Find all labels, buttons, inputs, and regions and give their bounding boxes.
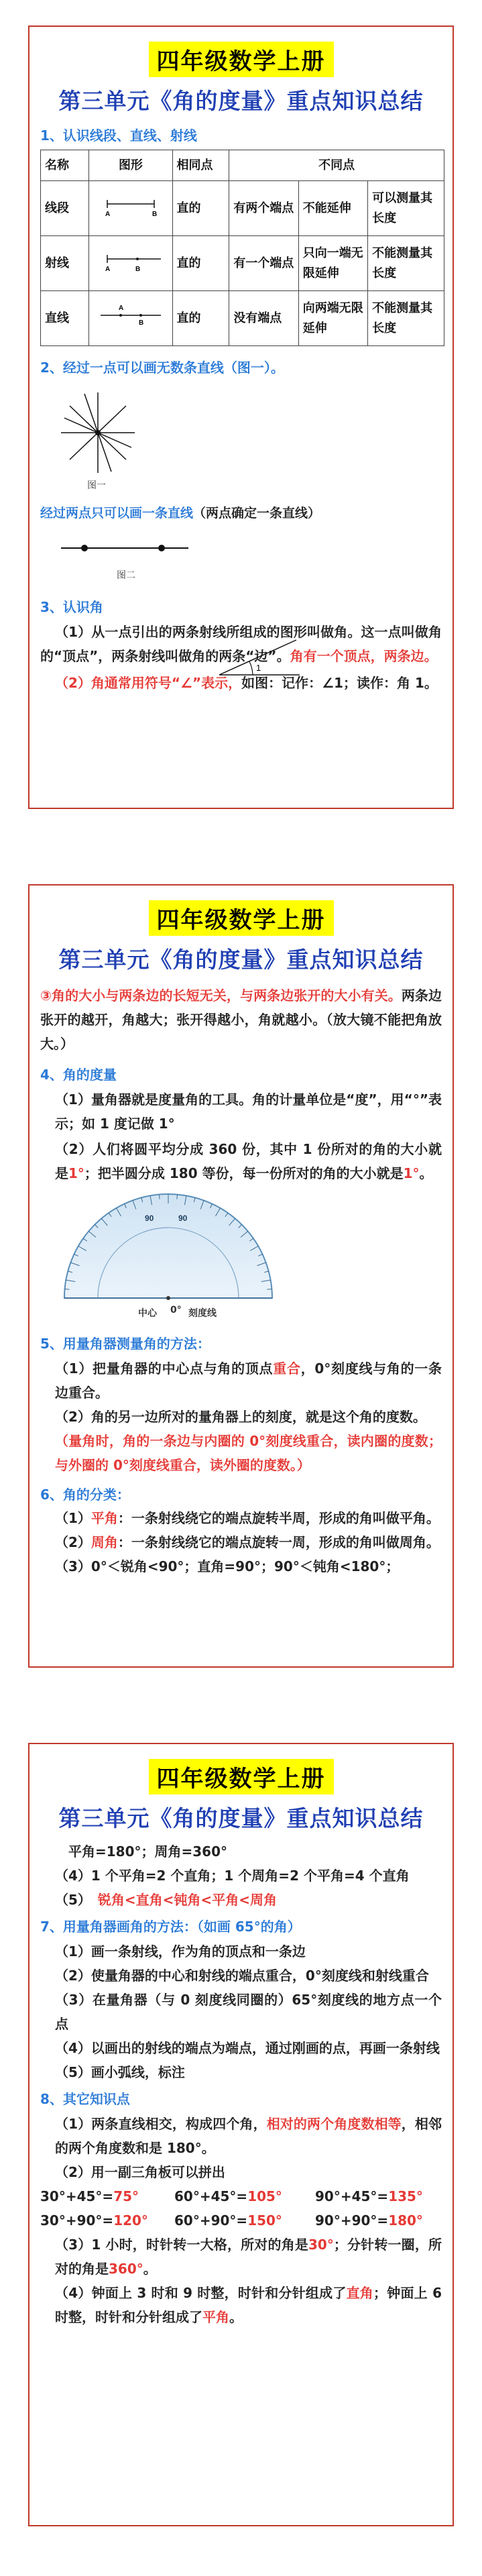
angle-order [29, 1888, 453, 1912]
point-a-label: A [105, 210, 111, 218]
line-drawing [97, 302, 164, 329]
page-2 [28, 884, 454, 1668]
sum-item [40, 2208, 174, 2233]
svg-text:90: 90 [145, 1214, 154, 1223]
table-header: 不同点 [229, 150, 444, 181]
clock2-text-a: （4）钟面上 3 时和 9 时整，时针和分针组成了 [55, 2285, 347, 2301]
full-angle-text: ：一条射线绕它的端点旋转一周，形成的角叫做周角。 [117, 1534, 440, 1550]
angle-label: 1 [256, 663, 261, 673]
page-title: 四年级数学上册 [149, 42, 334, 77]
angle-relations: （4）1 个平角=2 个直角；1 个周角=2 个平角=4 个直角 [55, 1868, 410, 1884]
draw-step-3: （3）在量角器（与 0 刻度线同圈的）65°刻度线的地方点一个点 [55, 1992, 442, 2032]
sums-row-1 [29, 2184, 453, 2208]
sum-item [315, 2208, 423, 2233]
point-a-label: A [105, 265, 111, 273]
table-cell: 直线 [41, 291, 89, 346]
line-through-two-points [58, 535, 192, 561]
section-1-title: 1、认识线段、直线、射线 [40, 127, 197, 144]
triangle-ruler-intro: （2）用一副三角板可以拼出 [55, 2164, 225, 2180]
draw-step-2: （2）使量角器的中心和射线的端点重合，0°刻度线和射线重合 [55, 1968, 429, 1984]
unit-title: 第三单元《角的度量》重点知识总结 [58, 1805, 424, 1831]
clock-angle-note [29, 2281, 453, 2329]
section-2-line2 [29, 501, 453, 525]
sum-item [174, 2184, 315, 2208]
page-1 [28, 25, 454, 809]
measure-step-1 [29, 1356, 453, 1405]
table-header: 图形 [89, 150, 172, 181]
degree-text-b: ；把半圆分成 180 等份，每一份所对的角的大小就是 [84, 1165, 404, 1181]
sum-result: 150° [247, 2212, 282, 2229]
sum-result: 135° [388, 2188, 423, 2204]
straight-angle-term: 平角 [91, 1510, 118, 1526]
section-4-title: 4、角的度量 [40, 1067, 117, 1083]
angle-order-chain: 锐角<直角<钝角<平角<周角 [97, 1892, 277, 1908]
intersect-note [29, 2112, 453, 2160]
full-angle-def [29, 1530, 453, 1554]
degree-value-1: 1° [68, 1165, 84, 1181]
figure-2 [51, 525, 212, 586]
measure-step-1-highlight: 重合 [273, 1360, 301, 1377]
table-cell: 只向一端无限延伸 [298, 236, 367, 291]
straight-angle-text: ：一条射线绕它的端点旋转半周，形成的角叫做平角。 [117, 1510, 440, 1526]
sum-expr: 30°+90°= [40, 2212, 114, 2229]
section-3-title: 3、认识角 [40, 599, 103, 615]
table-cell: 有一个端点 [229, 236, 298, 291]
sum-result: 75° [113, 2188, 139, 2204]
table-row [41, 181, 444, 236]
table-cell: 射线 [41, 236, 89, 291]
angle-definition-highlight: 角有一个顶点，两条边。 [290, 648, 438, 664]
segment-figure [89, 181, 172, 236]
sums-row-2 [29, 2208, 453, 2233]
protractor-scale-label: 刻度线 [188, 1308, 217, 1319]
sum-expr: 90°+90°= [315, 2212, 389, 2229]
angle-notation-block [29, 663, 453, 724]
table-header-row [41, 150, 444, 181]
many-lines-through-point [58, 386, 138, 480]
degree-definition [29, 1137, 453, 1185]
svg-text:90: 90 [178, 1214, 188, 1223]
table-cell: 向两端无限延伸 [298, 291, 367, 346]
point-b-label: B [138, 319, 144, 327]
table-cell: 直的 [172, 236, 229, 291]
section-8-title: 8、其它知识点 [40, 2091, 130, 2107]
table-row [41, 236, 444, 291]
protractor-figure [51, 1191, 286, 1318]
degree-text-c: 。 [419, 1165, 433, 1181]
angle-size-explain: 两条边张开的越开，角越大；张开得越小，角就越小。（放大镜不能把角放大。） [40, 987, 442, 1052]
sum-expr: 90°+45°= [315, 2188, 389, 2204]
table-cell: 不能测量其长度 [368, 291, 444, 346]
degree-value-2: 1° [403, 1165, 420, 1181]
clock2-text-b: ；钟面上 6 时整，时针和分针组成了 [55, 2285, 442, 2325]
draw-step-1: （1）画一条射线，作为角的顶点和一条边 [55, 1943, 306, 1960]
sum-result: 105° [247, 2188, 282, 2204]
angle-1-figure [216, 633, 303, 680]
unit-title: 第三单元《角的度量》重点知识总结 [58, 947, 424, 973]
unit-title: 第三单元《角的度量》重点知识总结 [58, 88, 424, 114]
segment-drawing [97, 192, 164, 219]
classify-num-2: （2） [55, 1534, 91, 1550]
section-7-title: 7、用量角器画角的方法：（如画 65°的角） [40, 1919, 301, 1935]
clock-text-b: ；分针转一圈，所对的角是 [55, 2237, 442, 2277]
sum-expr: 60°+90°= [174, 2212, 248, 2229]
sum-expr: 60°+45°= [174, 2188, 248, 2204]
section-6-title: 6、角的分类： [40, 1487, 130, 1503]
protractor-intro: （1）量角器就是度量角的工具。角的计量单位是“度”，用“°”表示；如 1 度记做 1° [55, 1091, 442, 1132]
protractor-center-label: 中心 [138, 1308, 157, 1319]
protractor-tick [177, 1195, 178, 1199]
lines-comparison-table [40, 150, 444, 346]
ray-figure [89, 236, 172, 291]
point-b-label: B [152, 210, 158, 218]
table-cell: 不能延伸 [298, 181, 367, 236]
two-points-note: （两点确定一条直线） [193, 506, 321, 521]
section-2-title: 2、经过一点可以画无数条直线（图一）。 [40, 360, 284, 376]
figure-2-label: 图二 [117, 570, 135, 581]
figure-1 [51, 379, 185, 493]
degree-text-a: （2）人们将圆平均分成 360 份，其中 1 份所对的角的大小就是 [55, 1141, 442, 1181]
clock-text-a: （3）1 小时，时针转一大格，所对的角是 [55, 2237, 308, 2253]
angle-ranges: （3）0°＜锐角<90°；直角=90°；90°＜钝角<180°； [55, 1558, 400, 1574]
angle-symbol-note: （2）角通常用符号“∠”表示， [55, 675, 242, 691]
point-b-label: B [135, 265, 141, 273]
clock-text-c: 。 [143, 2261, 157, 2277]
table-cell: 直的 [172, 291, 229, 346]
measure-step-1-b: ，0°刻度线与角的一条边重合。 [55, 1360, 442, 1401]
point-a-label: A [118, 304, 124, 312]
sum-item [174, 2208, 315, 2233]
measure-note: （量角时，角的一条边与内圈的 0°刻度线重合，读内圈的度数；与外圈的 0°刻度线重合，读外圈的度数。） [55, 1433, 442, 1473]
protractor-drawing [51, 1191, 286, 1318]
draw-step-5: （5）画小弧线，标注 [55, 2064, 185, 2080]
intersect-text-b: ，相邻的两个角度数和是 180°。 [55, 2116, 442, 2156]
table-cell: 直的 [172, 181, 229, 236]
ray-drawing [97, 247, 164, 274]
intersect-text-a: （1）两条直线相交，构成四个角， [55, 2116, 267, 2132]
angle-notation-example: 如图：记作：∠1；读作：角 1。 [241, 675, 438, 691]
clock2-value-1: 直角 [346, 2285, 374, 2301]
line-figure [89, 291, 172, 346]
measure-step-1-a: （1）把量角器的中心点与角的顶点 [55, 1360, 274, 1377]
clock-value-2: 360° [109, 2261, 143, 2277]
angle-order-num: （5） [55, 1892, 91, 1908]
figure-1-label: 图一 [87, 480, 106, 491]
table-cell: 有两个端点 [229, 181, 298, 236]
sum-result: 120° [113, 2212, 148, 2229]
clock-hour-note [29, 2233, 453, 2281]
table-cell: 没有端点 [229, 291, 298, 346]
protractor-tick [159, 1195, 160, 1199]
protractor-zero-label: 0° [170, 1305, 182, 1316]
sum-result: 180° [388, 2212, 423, 2229]
angle-definition-text: （1）从一点引出的两条射线所组成的图形叫做角。这一点叫做角的“顶点”，两条射线叫做角的两条“边”。 [40, 624, 442, 664]
table-cell: 不能测量其长度 [368, 236, 444, 291]
intersect-highlight: 相对的两个角度数相等 [266, 2116, 402, 2132]
draw-step-4: （4）以画出的射线的端点为端点，通过刚画的点，再画一条射线 [55, 2040, 440, 2056]
table-header: 名称 [41, 150, 89, 181]
table-header: 相同点 [172, 150, 229, 181]
page-title: 四年级数学上册 [149, 1759, 334, 1794]
angle-size-paragraph [29, 983, 453, 1056]
table-cell: 线段 [41, 181, 89, 236]
sum-expr: 30°+45°= [40, 2188, 114, 2204]
page-3 [28, 1743, 454, 2526]
two-points-one-line: 经过两点只可以画一条直线 [40, 506, 194, 521]
full-angle-term: 周角 [91, 1534, 118, 1550]
clock2-value-2: 平角 [202, 2309, 229, 2325]
clock-value-1: 30° [308, 2237, 334, 2253]
classify-num-1: （1） [55, 1510, 91, 1526]
angle-size-rule: ③角的大小与两条边的长短无关，与两条边张开的大小有关。 [40, 987, 402, 1004]
straight-angle-def [29, 1506, 453, 1530]
clock2-text-c: 。 [229, 2309, 243, 2325]
sum-item [315, 2184, 423, 2208]
section-5-title: 5、用量角器测量角的方法： [40, 1336, 210, 1352]
angle-values: 平角=180°；周角=360° [68, 1843, 228, 1860]
table-cell: 可以测量其长度 [368, 181, 444, 236]
sum-item [40, 2184, 174, 2208]
measure-step-2: （2）角的另一边所对的量角器上的刻度，就是这个角的度数。 [55, 1409, 426, 1425]
table-row [41, 291, 444, 346]
page-title: 四年级数学上册 [149, 900, 334, 936]
